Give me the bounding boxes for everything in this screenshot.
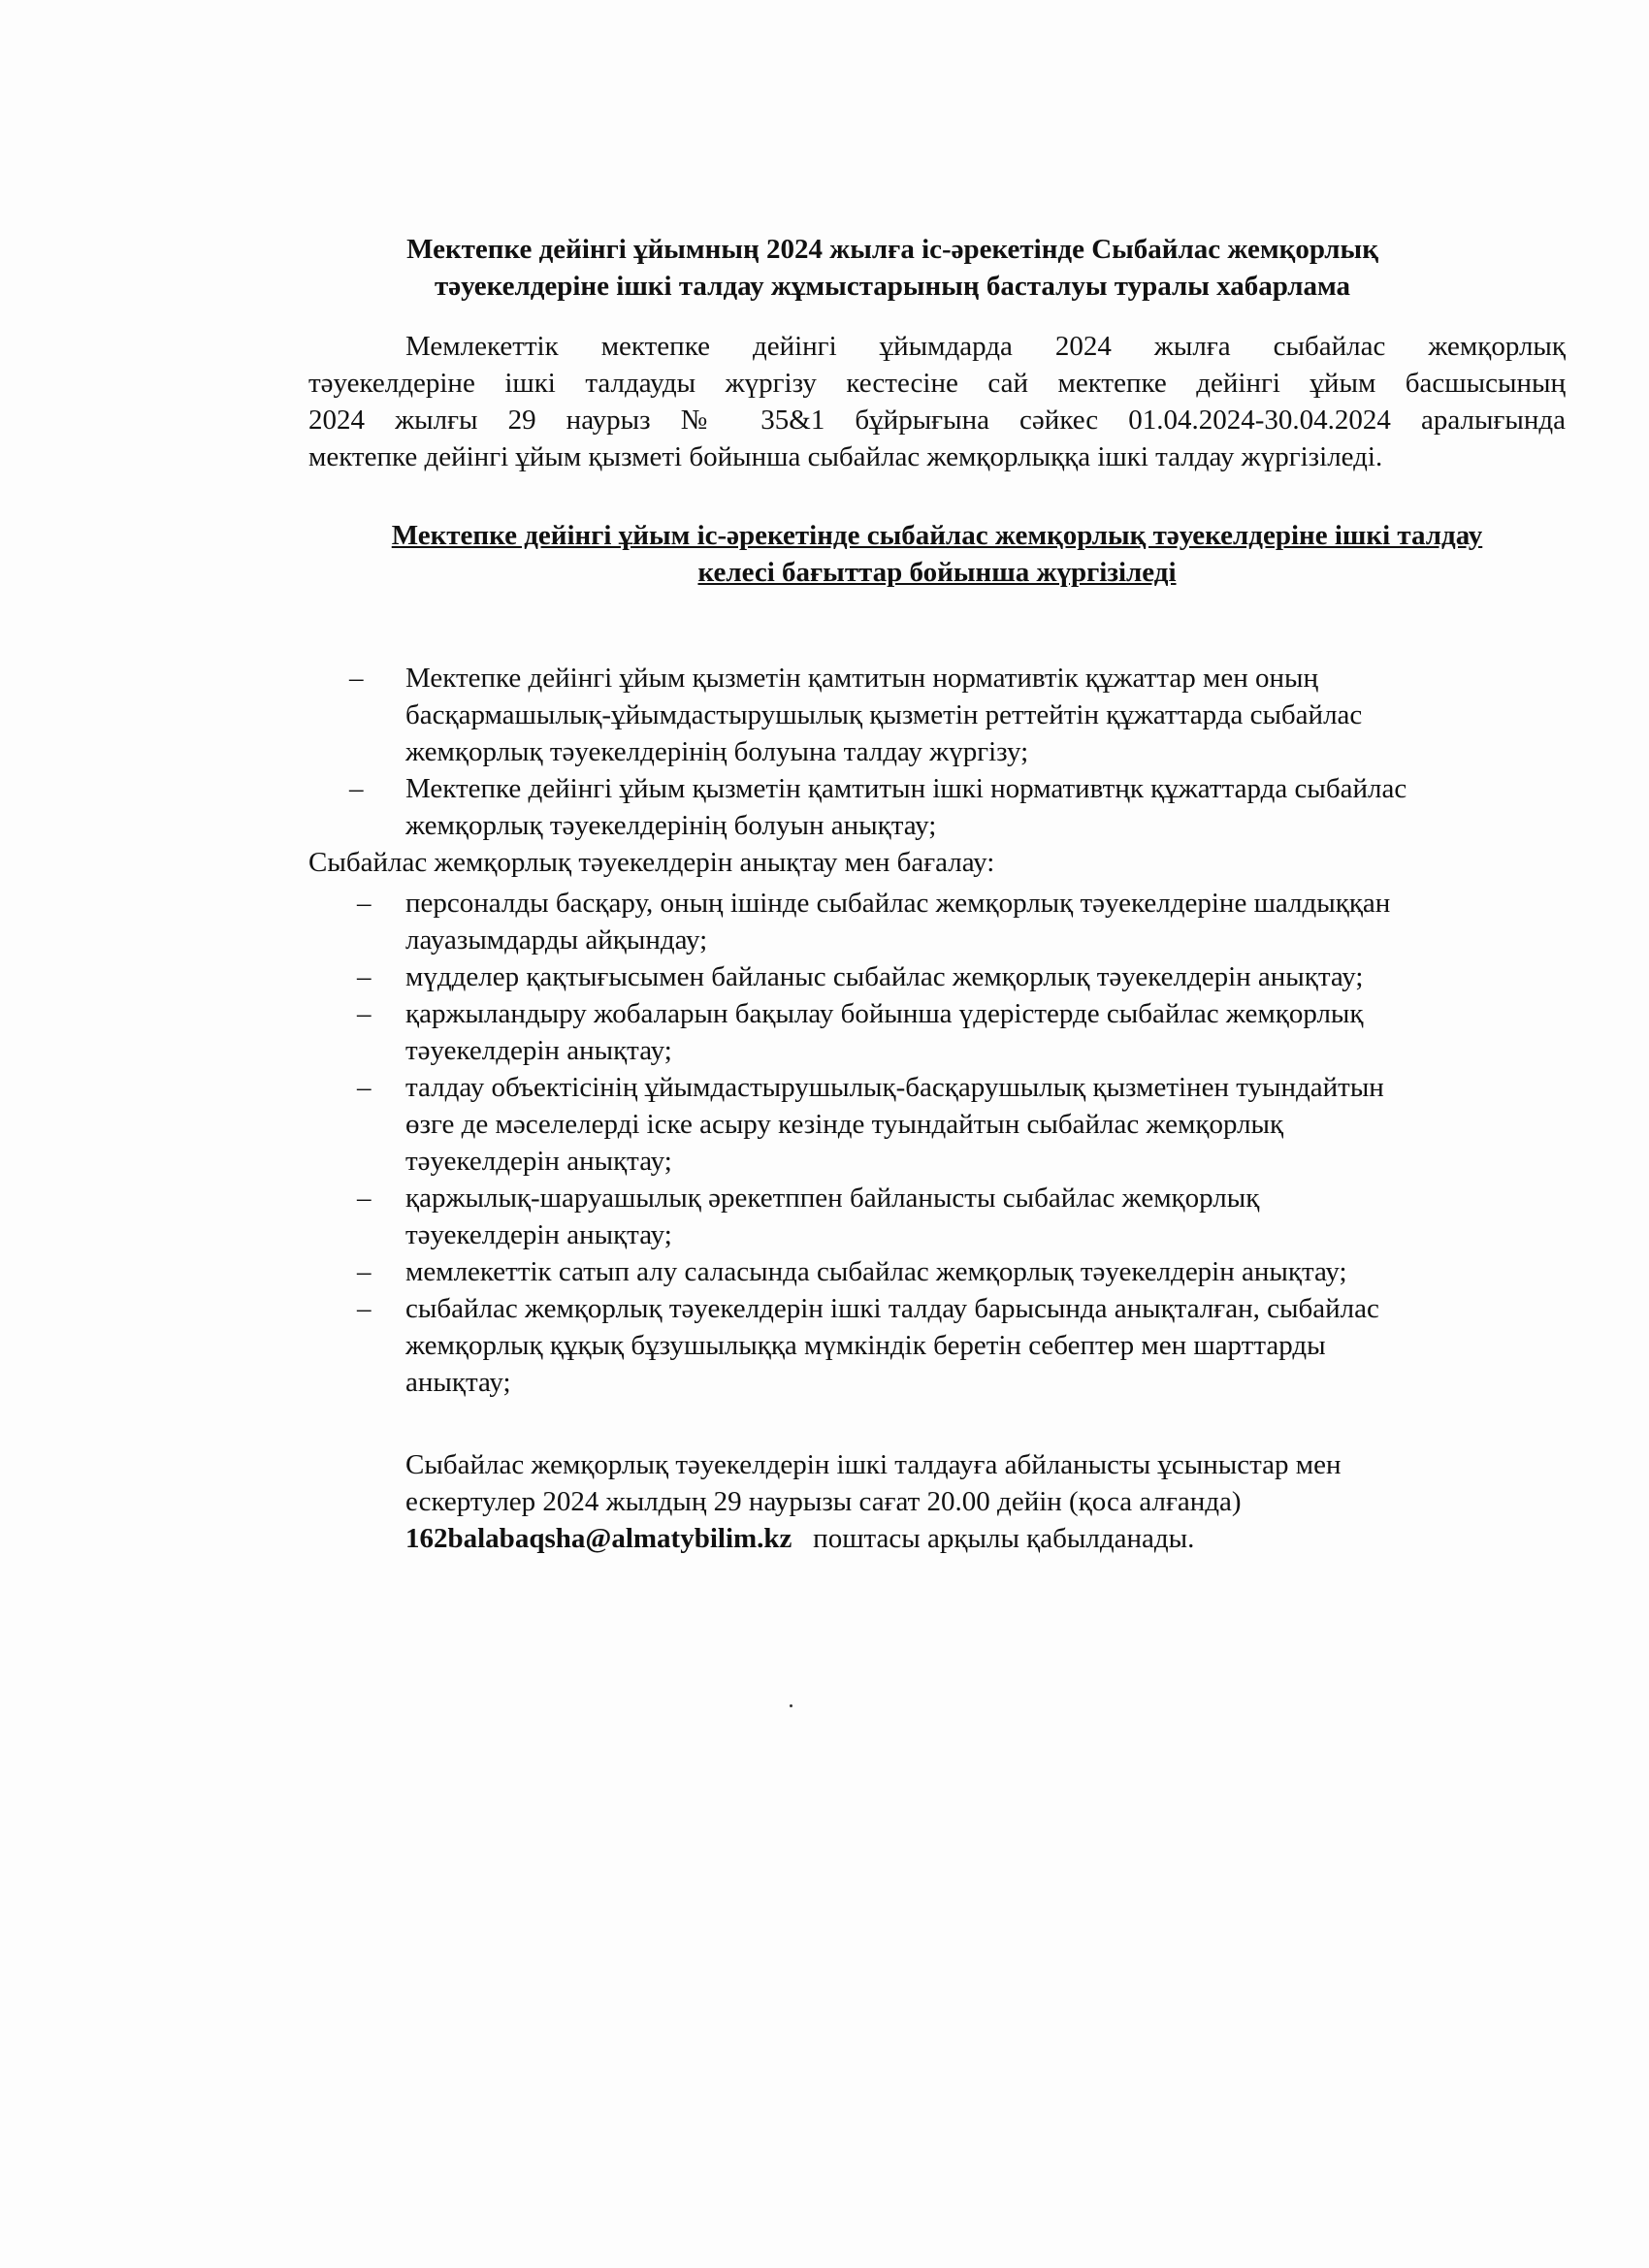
assessment-item-line: анықтау; bbox=[405, 1367, 511, 1398]
dash-bullet-icon: – bbox=[357, 1293, 372, 1324]
assessment-item-line: жемқорлық құқық бұзушылыққа мүмкіндік беретін себептер мен шарттарды bbox=[405, 1330, 1326, 1361]
assessment-item-line: қаржыландыру жобаларын бақылау бойынша үдерістерде сыбайлас жемқорлық bbox=[405, 998, 1364, 1029]
intro-paragraph bbox=[308, 328, 1566, 475]
document-title-line-1: Мектепке дейінгі ұйымның 2024 жылға іс-әрекетінде Сыбайлас жемқорлық bbox=[406, 234, 1378, 265]
dash-bullet-icon: – bbox=[357, 961, 372, 992]
intro-line-3: 2024 жылғы 29 наурыз № 35&1 бұйрығына сәйкес 01.04.2024-30.04.2024 аралығында bbox=[308, 405, 1566, 436]
list-item bbox=[357, 995, 1579, 1069]
assessment-item-line: мүдделер қақтығысымен байланыс сыбайлас жемқорлық тәуекелдерін анықтау; bbox=[405, 961, 1364, 992]
directions-list bbox=[349, 660, 1566, 844]
dash-bullet-icon: – bbox=[357, 888, 372, 919]
direction-1-line-1: Мектепке дейінгі ұйым қызметін қамтитын нормативтік құжаттар мен оның bbox=[405, 663, 1319, 694]
assessment-item-line: персоналды басқару, оның ішінде сыбайлас жемқорлық тәуекелдеріне шалдыққан bbox=[405, 888, 1391, 919]
section-subtitle bbox=[308, 517, 1566, 591]
assessment-item-line: қаржылық-шаруашылық әрекетппен байланысты сыбайлас жемқорлық bbox=[405, 1183, 1260, 1214]
direction-2-line-2: жемқорлық тәуекелдерінің болуын анықтау; bbox=[405, 810, 937, 841]
assessment-item-line: тәуекелдерін анықтау; bbox=[405, 1219, 672, 1250]
closing-paragraph bbox=[405, 1446, 1569, 1557]
document-title-line-2: тәуекелдеріне ішкі талдау жұмыстарының басталуы туралы хабарлама bbox=[434, 271, 1351, 302]
contact-email[interactable]: 162balabaqsha@almatybilim.kz bbox=[405, 1523, 792, 1554]
assessment-item-line: өзге де мәселелерді іске асыру кезінде туындайтын сыбайлас жемқорлық bbox=[405, 1109, 1284, 1140]
list-item bbox=[357, 885, 1579, 958]
closing-line-1: Сыбайлас жемқорлық тәуекелдерін ішкі талдауға абйланысты ұсыныстар мен bbox=[405, 1449, 1342, 1480]
dash-bullet-icon: – bbox=[357, 1183, 372, 1214]
dash-bullet-icon: – bbox=[349, 773, 364, 804]
direction-1-line-3: жемқорлық тәуекелдерінің болуына талдау жүргізу; bbox=[405, 736, 1029, 767]
list-item bbox=[357, 1253, 1579, 1290]
intro-line-4: мектепке дейінгі ұйым қызметі бойынша сыбайлас жемқорлыққа ішкі талдау жүргізіледі. bbox=[308, 441, 1383, 472]
list-item bbox=[349, 660, 1566, 770]
document-title bbox=[310, 231, 1474, 305]
dash-bullet-icon: – bbox=[349, 663, 364, 694]
assessment-item-line: талдау объектісінің ұйымдастырушылық-басқарушылық қызметінен туындайтын bbox=[405, 1072, 1384, 1103]
assessment-list bbox=[357, 885, 1579, 1401]
dash-bullet-icon: – bbox=[357, 1256, 372, 1287]
list-item bbox=[349, 770, 1566, 844]
assessment-heading: Сыбайлас жемқорлық тәуекелдерін анықтау мен бағалау: bbox=[308, 847, 995, 878]
section-subtitle-line-2: келесі бағыттар бойынша жүргізіледі bbox=[697, 557, 1177, 588]
closing-line-3-suffix: поштасы арқылы қабылданады. bbox=[792, 1523, 1195, 1554]
intro-line-1: Мемлекеттік мектепке дейінгі ұйымдарда 2024 жылға сыбайлас жемқорлық bbox=[405, 331, 1566, 362]
list-item bbox=[357, 1180, 1579, 1253]
list-item bbox=[357, 958, 1579, 995]
list-item bbox=[357, 1069, 1579, 1180]
assessment-item-line: тәуекелдерін анықтау; bbox=[405, 1035, 672, 1066]
section-subtitle-line-1: Мектепке дейінгі ұйым іс-әрекетінде сыбайлас жемқорлық тәуекелдеріне ішкі талдау bbox=[391, 520, 1483, 551]
dash-bullet-icon: – bbox=[357, 998, 372, 1029]
closing-line-3 bbox=[405, 1520, 1569, 1557]
direction-1-line-2: басқармашылық-ұйымдастырушылық қызметін реттейтін құжаттарда сыбайлас bbox=[405, 699, 1363, 730]
direction-2-line-1: Мектепке дейінгі ұйым қызметін қамтитын ішкі нормативтңк құжаттарда сыбайлас bbox=[405, 773, 1407, 804]
assessment-item-line: лауазымдарды айқындау; bbox=[405, 924, 708, 956]
dash-bullet-icon: – bbox=[357, 1072, 372, 1103]
list-item bbox=[357, 1290, 1579, 1401]
intro-line-2: тәуекелдеріне ішкі талдауды жүргізу кестесіне сай мектепке дейінгі ұйым басшысының bbox=[308, 368, 1566, 399]
assessment-item-line: мемлекеттік сатып алу саласында сыбайлас жемқорлық тәуекелдерін анықтау; bbox=[405, 1256, 1347, 1287]
scan-speck bbox=[790, 1704, 792, 1707]
assessment-item-line: сыбайлас жемқорлық тәуекелдерін ішкі талдау барысында анықталған, сыбайлас bbox=[405, 1293, 1379, 1324]
closing-line-2: ескертулер 2024 жылдың 29 наурызы сағат 20.00 дейін (қоса алғанда) bbox=[405, 1486, 1242, 1517]
assessment-item-line: тәуекелдерін анықтау; bbox=[405, 1146, 672, 1177]
